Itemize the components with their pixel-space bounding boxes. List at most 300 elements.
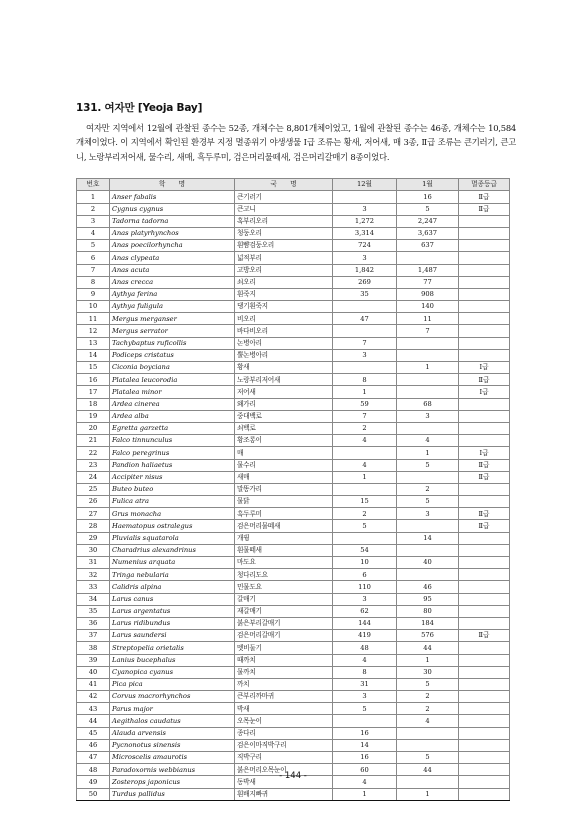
row-number: 16: [77, 374, 110, 386]
korean-name: 흰배지빠귀: [235, 788, 333, 800]
endangered-grade: Ⅰ급: [459, 386, 510, 398]
korean-name: 민물도요: [235, 581, 333, 593]
scientific-name: Fulica atra: [110, 496, 235, 508]
table-row: [77, 630, 510, 642]
december-count: 1: [333, 471, 397, 483]
december-count: 1: [333, 386, 397, 398]
row-number: 1: [77, 191, 110, 203]
scientific-name: Numenius arquata: [110, 557, 235, 569]
january-count: 11: [397, 313, 459, 325]
table-row: [77, 349, 510, 361]
row-number: 50: [77, 788, 110, 800]
endangered-grade: [459, 666, 510, 678]
row-number: 49: [77, 776, 110, 788]
january-count: 5: [397, 459, 459, 471]
row-number: 26: [77, 496, 110, 508]
table-row: [77, 654, 510, 666]
table-header-row: [77, 179, 510, 191]
table-row: [77, 191, 510, 203]
scientific-name: Microscelis amaurotis: [110, 752, 235, 764]
december-count: 3: [333, 252, 397, 264]
endangered-grade: [459, 593, 510, 605]
endangered-grade: Ⅰ급: [459, 447, 510, 459]
december-count: [333, 191, 397, 203]
december-count: 62: [333, 605, 397, 617]
korean-name: 뿔논병아리: [235, 349, 333, 361]
endangered-grade: [459, 252, 510, 264]
december-count: [333, 715, 397, 727]
january-count: 140: [397, 301, 459, 313]
scientific-name: Tachybaptus ruficollis: [110, 337, 235, 349]
scientific-name: Larus saundersi: [110, 630, 235, 642]
scientific-name: Mergus merganser: [110, 313, 235, 325]
scientific-name: Accipiter nisus: [110, 471, 235, 483]
header-korean-name: 국 명: [235, 179, 333, 191]
scientific-name: Zosterops japonicus: [110, 776, 235, 788]
endangered-grade: Ⅱ급: [459, 630, 510, 642]
row-number: 41: [77, 678, 110, 690]
table-row: [77, 252, 510, 264]
row-number: 6: [77, 252, 110, 264]
row-number: 3: [77, 215, 110, 227]
table-row: [77, 435, 510, 447]
endangered-grade: [459, 410, 510, 422]
endangered-grade: [459, 569, 510, 581]
december-count: 8: [333, 374, 397, 386]
korean-name: 중대백로: [235, 410, 333, 422]
endangered-grade: Ⅱ급: [459, 191, 510, 203]
scientific-name: Anas platyrhynchos: [110, 227, 235, 239]
december-count: 10: [333, 557, 397, 569]
december-count: 2: [333, 508, 397, 520]
row-number: 24: [77, 471, 110, 483]
scientific-name: Calidris alpina: [110, 581, 235, 593]
korean-name: 쇠오리: [235, 276, 333, 288]
table-row: [77, 496, 510, 508]
december-count: 6: [333, 569, 397, 581]
table-row: [77, 398, 510, 410]
table-row: [77, 752, 510, 764]
table-row: [77, 471, 510, 483]
january-count: [397, 739, 459, 751]
scientific-name: Larus canus: [110, 593, 235, 605]
january-count: 1: [397, 788, 459, 800]
row-number: 19: [77, 410, 110, 422]
korean-name: 검은머리물떼새: [235, 520, 333, 532]
december-count: 35: [333, 288, 397, 300]
korean-name: 논병아리: [235, 337, 333, 349]
scientific-name: Aegithalos caudatus: [110, 715, 235, 727]
endangered-grade: [459, 435, 510, 447]
january-count: 16: [397, 191, 459, 203]
row-number: 43: [77, 703, 110, 715]
january-count: [397, 374, 459, 386]
korean-name: 흰죽지: [235, 288, 333, 300]
scientific-name: Falco peregrinus: [110, 447, 235, 459]
december-count: 60: [333, 764, 397, 776]
row-number: 28: [77, 520, 110, 532]
table-row: [77, 386, 510, 398]
row-number: 31: [77, 557, 110, 569]
korean-name: 물닭: [235, 496, 333, 508]
table-row: [77, 569, 510, 581]
table-row: [77, 617, 510, 629]
korean-name: 매: [235, 447, 333, 459]
scientific-name: Anser fabalis: [110, 191, 235, 203]
scientific-name: Anas poecilorhyncha: [110, 240, 235, 252]
scientific-name: Podiceps cristatus: [110, 349, 235, 361]
row-number: 42: [77, 691, 110, 703]
endangered-grade: [459, 532, 510, 544]
korean-name: 개꿩: [235, 532, 333, 544]
january-count: 1: [397, 654, 459, 666]
endangered-grade: Ⅱ급: [459, 520, 510, 532]
korean-name: 갈매기: [235, 593, 333, 605]
row-number: 32: [77, 569, 110, 581]
january-count: 908: [397, 288, 459, 300]
scientific-name: Haematopus ostralegus: [110, 520, 235, 532]
table-row: [77, 227, 510, 239]
row-number: 39: [77, 654, 110, 666]
scientific-name: Grus monacha: [110, 508, 235, 520]
table-row: [77, 313, 510, 325]
korean-name: 물수리: [235, 459, 333, 471]
korean-name: 오목눈이: [235, 715, 333, 727]
row-number: 4: [77, 227, 110, 239]
table-row: [77, 325, 510, 337]
korean-name: 검은이마직박구리: [235, 739, 333, 751]
endangered-grade: [459, 483, 510, 495]
korean-name: 붉은머리오목눈이: [235, 764, 333, 776]
row-number: 35: [77, 605, 110, 617]
table-row: [77, 788, 510, 800]
january-count: 7: [397, 325, 459, 337]
table-row: [77, 301, 510, 313]
row-number: 44: [77, 715, 110, 727]
korean-name: 혹부리오리: [235, 215, 333, 227]
december-count: 3: [333, 349, 397, 361]
korean-name: 흰뺨검둥오리: [235, 240, 333, 252]
december-count: [333, 532, 397, 544]
january-count: 4: [397, 715, 459, 727]
january-count: 2: [397, 483, 459, 495]
row-number: 29: [77, 532, 110, 544]
endangered-grade: [459, 313, 510, 325]
table-row: [77, 739, 510, 751]
row-number: 22: [77, 447, 110, 459]
january-count: [397, 520, 459, 532]
december-count: 5: [333, 703, 397, 715]
endangered-grade: [459, 301, 510, 313]
scientific-name: Egretta garzetta: [110, 422, 235, 434]
january-count: [397, 349, 459, 361]
december-count: 54: [333, 544, 397, 556]
december-count: 2: [333, 422, 397, 434]
january-count: 4: [397, 435, 459, 447]
endangered-grade: Ⅱ급: [459, 508, 510, 520]
january-count: 68: [397, 398, 459, 410]
row-number: 9: [77, 288, 110, 300]
december-count: 269: [333, 276, 397, 288]
korean-name: 넓적부리: [235, 252, 333, 264]
page-number: - 144 -: [279, 771, 307, 781]
scientific-name: Anas clypeata: [110, 252, 235, 264]
table-row: [77, 532, 510, 544]
january-count: [397, 471, 459, 483]
endangered-grade: [459, 581, 510, 593]
january-count: [397, 386, 459, 398]
table-row: [77, 240, 510, 252]
december-count: 419: [333, 630, 397, 642]
korean-name: 멧비둘기: [235, 642, 333, 654]
endangered-grade: [459, 422, 510, 434]
korean-name: 말똥가리: [235, 483, 333, 495]
january-count: 5: [397, 752, 459, 764]
table-row: [77, 362, 510, 374]
january-count: 2,247: [397, 215, 459, 227]
table-row: [77, 447, 510, 459]
table-row: [77, 337, 510, 349]
december-count: 4: [333, 654, 397, 666]
scientific-name: Ardea cinerea: [110, 398, 235, 410]
korean-name: 흑두루미: [235, 508, 333, 520]
december-count: 3,314: [333, 227, 397, 239]
table-row: [77, 422, 510, 434]
december-count: [333, 483, 397, 495]
january-count: 184: [397, 617, 459, 629]
january-count: 5: [397, 496, 459, 508]
december-count: 4: [333, 459, 397, 471]
table-row: [77, 410, 510, 422]
endangered-grade: [459, 215, 510, 227]
endangered-grade: [459, 288, 510, 300]
january-count: 3: [397, 410, 459, 422]
row-number: 5: [77, 240, 110, 252]
endangered-grade: [459, 349, 510, 361]
korean-name: 까치: [235, 678, 333, 690]
scientific-name: Tringa nebularia: [110, 569, 235, 581]
december-count: 15: [333, 496, 397, 508]
january-count: 95: [397, 593, 459, 605]
row-number: 13: [77, 337, 110, 349]
korean-name: 흰물떼새: [235, 544, 333, 556]
scientific-name: Charadrius alexandrinus: [110, 544, 235, 556]
header-december: 12월: [333, 179, 397, 191]
table-row: [77, 264, 510, 276]
december-count: 3: [333, 691, 397, 703]
scientific-name: Cygnus cygnus: [110, 203, 235, 215]
row-number: 27: [77, 508, 110, 520]
endangered-grade: [459, 788, 510, 800]
row-number: 34: [77, 593, 110, 605]
table-row: [77, 593, 510, 605]
row-number: 21: [77, 435, 110, 447]
row-number: 47: [77, 752, 110, 764]
endangered-grade: [459, 739, 510, 751]
korean-name: 댕기흰죽지: [235, 301, 333, 313]
december-count: 48: [333, 642, 397, 654]
december-count: 16: [333, 727, 397, 739]
scientific-name: Cyanopica cyanus: [110, 666, 235, 678]
korean-name: 저어새: [235, 386, 333, 398]
table-row: [77, 459, 510, 471]
species-table: [76, 178, 510, 801]
table-row: [77, 715, 510, 727]
endangered-grade: [459, 227, 510, 239]
december-count: [333, 362, 397, 374]
december-count: 724: [333, 240, 397, 252]
scientific-name: Pycnonotus sinensis: [110, 739, 235, 751]
endangered-grade: [459, 544, 510, 556]
korean-name: 재갈매기: [235, 605, 333, 617]
endangered-grade: [459, 703, 510, 715]
scientific-name: Buteo buteo: [110, 483, 235, 495]
korean-name: 직박구리: [235, 752, 333, 764]
table-row: [77, 642, 510, 654]
row-number: 37: [77, 630, 110, 642]
endangered-grade: [459, 240, 510, 252]
korean-name: 황조롱이: [235, 435, 333, 447]
row-number: 36: [77, 617, 110, 629]
scientific-name: Pica pica: [110, 678, 235, 690]
january-count: [397, 727, 459, 739]
december-count: [333, 447, 397, 459]
table-row: [77, 581, 510, 593]
scientific-name: Ciconia boyciana: [110, 362, 235, 374]
table-row: [77, 374, 510, 386]
korean-name: 박새: [235, 703, 333, 715]
endangered-grade: [459, 496, 510, 508]
scientific-name: Corvus macrorhynchos: [110, 691, 235, 703]
korean-name: 쇠백로: [235, 422, 333, 434]
january-count: 1: [397, 362, 459, 374]
section-title: 131. 여자만 [Yeoja Bay]: [76, 102, 203, 114]
endangered-grade: [459, 727, 510, 739]
korean-name: 때까치: [235, 654, 333, 666]
endangered-grade: Ⅱ급: [459, 459, 510, 471]
korean-name: 동박새: [235, 776, 333, 788]
korean-name: 물까치: [235, 666, 333, 678]
january-count: 80: [397, 605, 459, 617]
december-count: 4: [333, 776, 397, 788]
endangered-grade: [459, 557, 510, 569]
scientific-name: Platalea leucorodia: [110, 374, 235, 386]
korean-name: 새매: [235, 471, 333, 483]
january-count: [397, 252, 459, 264]
table-row: [77, 678, 510, 690]
january-count: 1: [397, 447, 459, 459]
december-count: [333, 325, 397, 337]
january-count: 3,637: [397, 227, 459, 239]
december-count: 110: [333, 581, 397, 593]
row-number: 15: [77, 362, 110, 374]
header-january: 1월: [397, 179, 459, 191]
endangered-grade: [459, 715, 510, 727]
korean-name: 큰고니: [235, 203, 333, 215]
january-count: 40: [397, 557, 459, 569]
january-count: 2: [397, 703, 459, 715]
scientific-name: Pandion haliaetus: [110, 459, 235, 471]
row-number: 10: [77, 301, 110, 313]
january-count: 77: [397, 276, 459, 288]
endangered-grade: [459, 642, 510, 654]
row-number: 48: [77, 764, 110, 776]
scientific-name: Parus major: [110, 703, 235, 715]
row-number: 38: [77, 642, 110, 654]
january-count: 5: [397, 678, 459, 690]
endangered-grade: Ⅱ급: [459, 374, 510, 386]
endangered-grade: Ⅰ급: [459, 362, 510, 374]
endangered-grade: [459, 325, 510, 337]
row-number: 25: [77, 483, 110, 495]
january-count: 30: [397, 666, 459, 678]
header-number: 번호: [77, 179, 110, 191]
scientific-name: Lanius bucephalus: [110, 654, 235, 666]
row-number: 45: [77, 727, 110, 739]
row-number: 14: [77, 349, 110, 361]
scientific-name: Ardea alba: [110, 410, 235, 422]
december-count: 1,272: [333, 215, 397, 227]
table-row: [77, 666, 510, 678]
row-number: 30: [77, 544, 110, 556]
table-row: [77, 288, 510, 300]
january-count: 637: [397, 240, 459, 252]
endangered-grade: [459, 691, 510, 703]
scientific-name: Paradoxornis webbianus: [110, 764, 235, 776]
endangered-grade: Ⅱ급: [459, 203, 510, 215]
endangered-grade: [459, 678, 510, 690]
scientific-name: Anas crecca: [110, 276, 235, 288]
endangered-grade: [459, 276, 510, 288]
december-count: 31: [333, 678, 397, 690]
korean-name: 왜가리: [235, 398, 333, 410]
table-row: [77, 203, 510, 215]
january-count: 5: [397, 203, 459, 215]
korean-name: 바다비오리: [235, 325, 333, 337]
january-count: [397, 569, 459, 581]
table-row: [77, 703, 510, 715]
january-count: 1,487: [397, 264, 459, 276]
row-number: 33: [77, 581, 110, 593]
december-count: 5: [333, 520, 397, 532]
scientific-name: Larus ridibundus: [110, 617, 235, 629]
korean-name: 고방오리: [235, 264, 333, 276]
december-count: 47: [333, 313, 397, 325]
december-count: 7: [333, 410, 397, 422]
summary-paragraph: 여자만 지역에서 12월에 관찰된 종수는 52종, 개체수는 8,801개체이었고, 1월에 관찰된 종수는 46종, 개체수는 10,584개체이었다. 이 지역에서 확인된 환경부 지정 멸종위기 야생생물 Ⅰ급 조류는 황새, 저어새, 매 3종, Ⅱ급 조류는 큰기러기, 큰고니, 노랑부리저어새, 물수리, 새매, 흑두루미, 검은머리물떼새, 검은머리갈매기 8종이었다.: [76, 123, 516, 162]
header-scientific-name: 학 명: [110, 179, 235, 191]
row-number: 46: [77, 739, 110, 751]
table-row: [77, 508, 510, 520]
january-count: 2: [397, 691, 459, 703]
table-row: [77, 215, 510, 227]
table-row: [77, 557, 510, 569]
table-row: [77, 544, 510, 556]
endangered-grade: [459, 654, 510, 666]
korean-name: 마도요: [235, 557, 333, 569]
december-count: 8: [333, 666, 397, 678]
january-count: 44: [397, 764, 459, 776]
december-count: 16: [333, 752, 397, 764]
december-count: [333, 301, 397, 313]
scientific-name: Alauda arvensis: [110, 727, 235, 739]
scientific-name: Mergus serrator: [110, 325, 235, 337]
endangered-grade: [459, 605, 510, 617]
header-endangered-grade: 멸종등급: [459, 179, 510, 191]
table-row: [77, 520, 510, 532]
korean-name: 큰기러기: [235, 191, 333, 203]
december-count: 4: [333, 435, 397, 447]
